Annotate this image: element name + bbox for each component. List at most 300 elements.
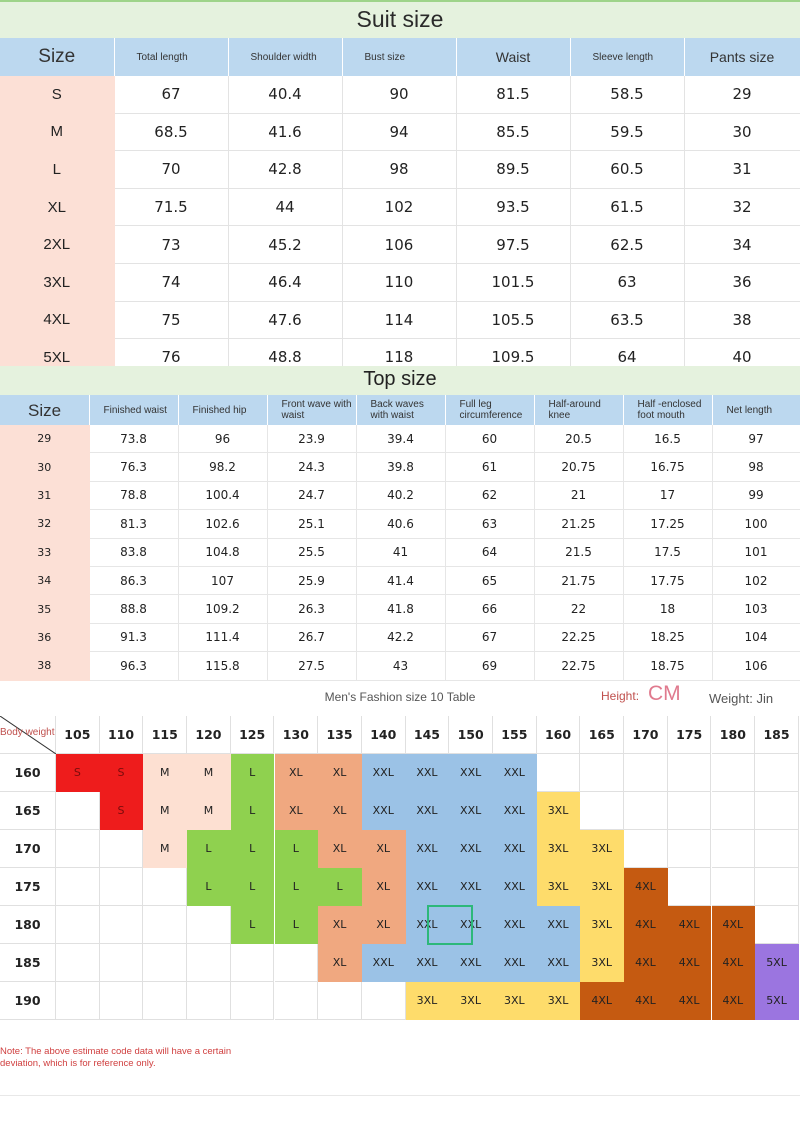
- empty-grid-cell: [100, 906, 144, 944]
- table-cell: 88.8: [89, 595, 178, 623]
- suit-size-title: Suit size: [0, 0, 800, 38]
- empty-grid-cell: [712, 792, 756, 830]
- size-cell: 30: [0, 453, 89, 481]
- size-grid-cell: 4XL: [712, 982, 756, 1020]
- top-header-back-waves: Back waves with waist: [356, 395, 445, 425]
- table-cell: 39.8: [356, 453, 445, 481]
- size-grid-cell: L: [231, 830, 275, 868]
- size-grid-cell: 3XL: [537, 792, 581, 830]
- size-grid-cell: 4XL: [580, 982, 624, 1020]
- table-cell: 71.5: [114, 188, 228, 226]
- weight-header-cell: 145: [406, 716, 450, 754]
- size-grid-cell: L: [275, 906, 319, 944]
- empty-grid-cell: [56, 792, 100, 830]
- table-cell: 38: [684, 301, 800, 339]
- size-grid-cell: XXL: [449, 944, 493, 982]
- table-cell: 74: [114, 263, 228, 301]
- table-cell: 81.3: [89, 510, 178, 538]
- table-cell: 44: [228, 188, 342, 226]
- size-grid-cell: XXL: [493, 868, 537, 906]
- table-cell: 91.3: [89, 623, 178, 651]
- size-grid-cell: XXL: [406, 754, 450, 792]
- size-cell: 38: [0, 652, 89, 680]
- size-grid-cell: 3XL: [580, 830, 624, 868]
- table-cell: 17.5: [623, 538, 712, 566]
- size-grid-cell: 3XL: [406, 982, 450, 1020]
- size-grid-cell: XXL: [449, 754, 493, 792]
- table-cell: 46.4: [228, 263, 342, 301]
- empty-grid-cell: [668, 868, 712, 906]
- table-cell: 69: [445, 652, 534, 680]
- table-cell: 17.75: [623, 566, 712, 594]
- table-cell: 40.4: [228, 76, 342, 113]
- weight-header-cell: 165: [580, 716, 624, 754]
- table-cell: 24.3: [267, 453, 356, 481]
- size-grid-cell: XL: [318, 944, 362, 982]
- table-cell: 22: [534, 595, 623, 623]
- size-grid-cell: 4XL: [668, 906, 712, 944]
- table-cell: 21: [534, 481, 623, 509]
- size-cell: S: [0, 76, 114, 113]
- size-grid-cell: XXL: [406, 906, 450, 944]
- empty-grid-cell: [712, 754, 756, 792]
- size-grid-cell: 4XL: [624, 868, 668, 906]
- size-grid-cell: XXL: [493, 754, 537, 792]
- suit-header-shoulder-width: Shoulder width: [228, 38, 342, 76]
- table-cell: 18.75: [623, 652, 712, 680]
- suit-header-size: Size: [0, 38, 114, 76]
- table-cell: 60: [445, 425, 534, 453]
- table-cell: 105.5: [456, 301, 570, 339]
- table-cell: 101: [712, 538, 800, 566]
- suit-header-total-length: Total length: [114, 38, 228, 76]
- empty-grid-cell: [187, 982, 231, 1020]
- table-cell: 59.5: [570, 113, 684, 151]
- table-cell: 23.9: [267, 425, 356, 453]
- size-grid-cell: L: [231, 792, 275, 830]
- table-cell: 102.6: [178, 510, 267, 538]
- size-grid-cell: XXL: [406, 792, 450, 830]
- empty-grid-cell: [100, 868, 144, 906]
- size-grid-cell: S: [100, 754, 144, 792]
- table-cell: 98.2: [178, 453, 267, 481]
- size-grid-cell: XXL: [493, 944, 537, 982]
- table-cell: 83.8: [89, 538, 178, 566]
- empty-grid-cell: [275, 944, 319, 982]
- weight-label: Weight: Jin: [709, 691, 774, 706]
- empty-grid-cell: [187, 944, 231, 982]
- table-cell: 98: [712, 453, 800, 481]
- height-header-cell: 185: [0, 944, 56, 982]
- size-grid-cell: 4XL: [668, 982, 712, 1020]
- table-cell: 17.25: [623, 510, 712, 538]
- size-cell: 35: [0, 595, 89, 623]
- empty-grid-cell: [187, 906, 231, 944]
- table-cell: 96.3: [89, 652, 178, 680]
- size-cell: 34: [0, 566, 89, 594]
- table-cell: 63.5: [570, 301, 684, 339]
- size-grid-cell: XXL: [362, 792, 406, 830]
- size-grid-cell: XXL: [362, 754, 406, 792]
- size-grid-cell: 4XL: [624, 944, 668, 982]
- size-grid-cell: XL: [318, 906, 362, 944]
- table-row: [0, 595, 800, 623]
- size-cell: 5XL: [0, 339, 114, 377]
- empty-grid-cell: [712, 830, 756, 868]
- weight-header-cell: 180: [712, 716, 756, 754]
- size-grid-cell: 3XL: [580, 868, 624, 906]
- table-cell: 102: [712, 566, 800, 594]
- divider: [0, 1095, 800, 1096]
- empty-grid-cell: [580, 754, 624, 792]
- table-cell: 40.2: [356, 481, 445, 509]
- table-cell: 21.75: [534, 566, 623, 594]
- size-grid-cell: XL: [362, 906, 406, 944]
- size-grid-cell: XXL: [493, 830, 537, 868]
- height-header-cell: 190: [0, 982, 56, 1020]
- table-cell: 16.75: [623, 453, 712, 481]
- table-row: [0, 263, 800, 301]
- table-cell: 99: [712, 481, 800, 509]
- table-cell: 21.5: [534, 538, 623, 566]
- table-row: [0, 301, 800, 339]
- empty-grid-cell: [100, 982, 144, 1020]
- table-cell: 20.75: [534, 453, 623, 481]
- size-grid-cell: 3XL: [537, 982, 581, 1020]
- empty-grid-cell: [668, 792, 712, 830]
- empty-grid-cell: [100, 830, 144, 868]
- empty-grid-cell: [56, 944, 100, 982]
- top-header-full-leg: Full leg circumference: [445, 395, 534, 425]
- table-cell: 26.3: [267, 595, 356, 623]
- size-cell: M: [0, 113, 114, 151]
- table-cell: 78.8: [89, 481, 178, 509]
- size-grid-cell: XXL: [362, 944, 406, 982]
- table-cell: 76: [114, 339, 228, 377]
- empty-grid-cell: [537, 754, 581, 792]
- table-cell: 109.5: [456, 339, 570, 377]
- size-grid-cell: L: [231, 754, 275, 792]
- table-cell: 27.5: [267, 652, 356, 680]
- table-cell: 67: [445, 623, 534, 651]
- empty-grid-cell: [143, 944, 187, 982]
- table-cell: 100.4: [178, 481, 267, 509]
- size-grid-cell: XXL: [406, 868, 450, 906]
- table-cell: 62.5: [570, 226, 684, 264]
- table-cell: 104: [712, 623, 800, 651]
- empty-grid-cell: [100, 944, 144, 982]
- top-size-title: Top size: [0, 366, 800, 395]
- empty-grid-cell: [56, 982, 100, 1020]
- size-grid-cell: L: [318, 868, 362, 906]
- table-cell: 25.5: [267, 538, 356, 566]
- top-size-table: [0, 395, 800, 681]
- table-row: [0, 481, 800, 509]
- table-cell: 20.5: [534, 425, 623, 453]
- empty-grid-cell: [755, 830, 799, 868]
- size-grid-cell: 4XL: [668, 944, 712, 982]
- table-row: [0, 566, 800, 594]
- size-grid-cell: 3XL: [449, 982, 493, 1020]
- table-cell: 90: [342, 76, 456, 113]
- table-cell: 101.5: [456, 263, 570, 301]
- suit-header-pants-size: Pants size: [684, 38, 800, 76]
- size-cell: XL: [0, 188, 114, 226]
- table-cell: 110: [342, 263, 456, 301]
- table-row: [0, 453, 800, 481]
- table-cell: 75: [114, 301, 228, 339]
- empty-grid-cell: [275, 982, 319, 1020]
- empty-grid-cell: [755, 868, 799, 906]
- top-header-finished-hip: Finished hip: [178, 395, 267, 425]
- weight-header-cell: 185: [755, 716, 799, 754]
- empty-grid-cell: [624, 830, 668, 868]
- size-grid-cell: XXL: [406, 944, 450, 982]
- weight-header-cell: 125: [231, 716, 275, 754]
- weight-header-cell: 155: [493, 716, 537, 754]
- height-header-cell: 180: [0, 906, 56, 944]
- table-cell: 63: [445, 510, 534, 538]
- size-grid-cell: L: [275, 830, 319, 868]
- selected-cell-highlight: [427, 905, 473, 945]
- weight-header-cell: 160: [537, 716, 581, 754]
- table-cell: 111.4: [178, 623, 267, 651]
- table-cell: 65: [445, 566, 534, 594]
- empty-grid-cell: [668, 754, 712, 792]
- size-grid-cell: M: [143, 792, 187, 830]
- table-cell: 64: [445, 538, 534, 566]
- empty-grid-cell: [143, 906, 187, 944]
- size-grid-cell: 4XL: [624, 906, 668, 944]
- height-header-cell: 175: [0, 868, 56, 906]
- size-grid-cell: 5XL: [755, 982, 799, 1020]
- grid-caption: Men's Fashion size 10 Table: [324, 690, 476, 704]
- size-grid-cell: XL: [275, 792, 319, 830]
- weight-header-cell: 110: [100, 716, 144, 754]
- table-cell: 97.5: [456, 226, 570, 264]
- empty-grid-cell: [580, 792, 624, 830]
- top-header-front-wave: Front wave with waist: [267, 395, 356, 425]
- size-grid-cell: XXL: [493, 792, 537, 830]
- table-row: [0, 188, 800, 226]
- size-grid-cell: XL: [275, 754, 319, 792]
- empty-grid-cell: [318, 982, 362, 1020]
- table-cell: 61.5: [570, 188, 684, 226]
- table-cell: 100: [712, 510, 800, 538]
- table-row: [0, 113, 800, 151]
- table-cell: 48.8: [228, 339, 342, 377]
- table-cell: 41.6: [228, 113, 342, 151]
- table-cell: 47.6: [228, 301, 342, 339]
- table-cell: 62: [445, 481, 534, 509]
- size-grid-cell: 3XL: [580, 906, 624, 944]
- disclaimer-note: Note: The above estimate code data will have a certain deviation, which is for reference only.: [0, 1046, 232, 1069]
- empty-grid-cell: [56, 906, 100, 944]
- size-grid-cell: 3XL: [537, 830, 581, 868]
- size-grid-cell: XL: [362, 830, 406, 868]
- weight-header-cell: 115: [143, 716, 187, 754]
- size-grid-cell: 3XL: [537, 868, 581, 906]
- size-grid-cell: XXL: [537, 944, 581, 982]
- table-cell: 58.5: [570, 76, 684, 113]
- weight-header-cell: 170: [624, 716, 668, 754]
- size-grid-cell: 4XL: [624, 982, 668, 1020]
- table-cell: 25.1: [267, 510, 356, 538]
- size-grid-cell: XXL: [449, 830, 493, 868]
- table-row: [0, 623, 800, 651]
- empty-grid-cell: [362, 982, 406, 1020]
- size-cell: 31: [0, 481, 89, 509]
- table-cell: 93.5: [456, 188, 570, 226]
- size-grid-cell: M: [187, 754, 231, 792]
- table-cell: 41.4: [356, 566, 445, 594]
- size-cell: 32: [0, 510, 89, 538]
- top-header-half-knee: Half-around knee: [534, 395, 623, 425]
- table-cell: 118: [342, 339, 456, 377]
- size-grid-cell: XXL: [449, 906, 493, 944]
- table-row: [0, 151, 800, 189]
- empty-grid-cell: [712, 868, 756, 906]
- size-cell: L: [0, 151, 114, 189]
- table-cell: 36: [684, 263, 800, 301]
- size-grid-cell: XXL: [537, 906, 581, 944]
- size-cell: 33: [0, 538, 89, 566]
- size-cell: 4XL: [0, 301, 114, 339]
- table-cell: 106: [712, 652, 800, 680]
- height-unit: CM: [648, 682, 681, 705]
- empty-grid-cell: [56, 830, 100, 868]
- size-grid-cell: S: [56, 754, 100, 792]
- weight-header-cell: 150: [449, 716, 493, 754]
- table-cell: 41.8: [356, 595, 445, 623]
- table-cell: 24.7: [267, 481, 356, 509]
- size-grid-cell: M: [143, 754, 187, 792]
- corner-body-weight-label: Body weight: [0, 727, 55, 738]
- table-cell: 85.5: [456, 113, 570, 151]
- suit-size-table: [0, 38, 800, 377]
- table-cell: 81.5: [456, 76, 570, 113]
- size-grid-cell: XXL: [449, 868, 493, 906]
- size-cell: 36: [0, 623, 89, 651]
- size-grid-cell: XXL: [406, 830, 450, 868]
- height-label: Height:: [601, 689, 640, 703]
- suit-header-row: [0, 38, 800, 76]
- size-grid-cell: XL: [318, 830, 362, 868]
- size-grid-cell: XXL: [493, 906, 537, 944]
- table-cell: 66: [445, 595, 534, 623]
- size-grid-cell: XL: [318, 792, 362, 830]
- empty-grid-cell: [231, 944, 275, 982]
- table-cell: 68.5: [114, 113, 228, 151]
- suit-header-waist: Waist: [456, 38, 570, 76]
- height-header-cell: 165: [0, 792, 56, 830]
- size-grid-cell: 5XL: [755, 944, 799, 982]
- weight-header-cell: 105: [56, 716, 100, 754]
- table-cell: 96: [178, 425, 267, 453]
- top-header-size: Size: [0, 395, 89, 425]
- size-grid-cell: XXL: [449, 792, 493, 830]
- table-cell: 18: [623, 595, 712, 623]
- table-cell: 70: [114, 151, 228, 189]
- size-cell: 3XL: [0, 263, 114, 301]
- table-cell: 42.2: [356, 623, 445, 651]
- size-grid-cell: L: [231, 868, 275, 906]
- table-cell: 76.3: [89, 453, 178, 481]
- table-cell: 94: [342, 113, 456, 151]
- empty-grid-cell: [143, 868, 187, 906]
- table-cell: 89.5: [456, 151, 570, 189]
- size-grid-cell: L: [275, 868, 319, 906]
- table-row: [0, 226, 800, 264]
- table-cell: 109.2: [178, 595, 267, 623]
- suit-header-sleeve-length: Sleeve length: [570, 38, 684, 76]
- top-header-net-length: Net length: [712, 395, 800, 425]
- weight-header-cell: 130: [275, 716, 319, 754]
- top-header-row: [0, 395, 800, 425]
- empty-grid-cell: [624, 792, 668, 830]
- table-cell: 22.75: [534, 652, 623, 680]
- size-grid-cell: L: [187, 868, 231, 906]
- height-header-cell: 160: [0, 754, 56, 792]
- table-cell: 103: [712, 595, 800, 623]
- suit-header-bust-size: Bust size: [342, 38, 456, 76]
- table-cell: 73: [114, 226, 228, 264]
- size-grid-cell: 3XL: [493, 982, 537, 1020]
- table-cell: 104.8: [178, 538, 267, 566]
- table-cell: 45.2: [228, 226, 342, 264]
- size-grid-cell: 4XL: [712, 944, 756, 982]
- empty-grid-cell: [668, 830, 712, 868]
- empty-grid-cell: [56, 868, 100, 906]
- table-cell: 34: [684, 226, 800, 264]
- table-cell: 63: [570, 263, 684, 301]
- table-cell: 107: [178, 566, 267, 594]
- empty-grid-cell: [143, 982, 187, 1020]
- table-cell: 41: [356, 538, 445, 566]
- table-cell: 21.25: [534, 510, 623, 538]
- top-header-half-foot-mouth: Half -enclosed foot mouth: [623, 395, 712, 425]
- empty-grid-cell: [755, 906, 799, 944]
- table-cell: 115.8: [178, 652, 267, 680]
- table-cell: 40: [684, 339, 800, 377]
- weight-header-cell: 140: [362, 716, 406, 754]
- height-header-cell: 170: [0, 830, 56, 868]
- table-cell: 25.9: [267, 566, 356, 594]
- table-cell: 31: [684, 151, 800, 189]
- weight-header-cell: 120: [187, 716, 231, 754]
- table-cell: 32: [684, 188, 800, 226]
- empty-grid-cell: [624, 754, 668, 792]
- empty-grid-cell: [755, 792, 799, 830]
- table-cell: 43: [356, 652, 445, 680]
- table-cell: 42.8: [228, 151, 342, 189]
- table-cell: 26.7: [267, 623, 356, 651]
- table-cell: 30: [684, 113, 800, 151]
- table-cell: 18.25: [623, 623, 712, 651]
- size-grid-cell: L: [231, 906, 275, 944]
- size-grid-cell: M: [143, 830, 187, 868]
- table-row: [0, 510, 800, 538]
- table-row: [0, 76, 800, 113]
- table-cell: 73.8: [89, 425, 178, 453]
- table-row: [0, 425, 800, 453]
- table-cell: 29: [684, 76, 800, 113]
- table-cell: 39.4: [356, 425, 445, 453]
- size-grid-cell: L: [187, 830, 231, 868]
- table-cell: 102: [342, 188, 456, 226]
- table-cell: 86.3: [89, 566, 178, 594]
- table-cell: 40.6: [356, 510, 445, 538]
